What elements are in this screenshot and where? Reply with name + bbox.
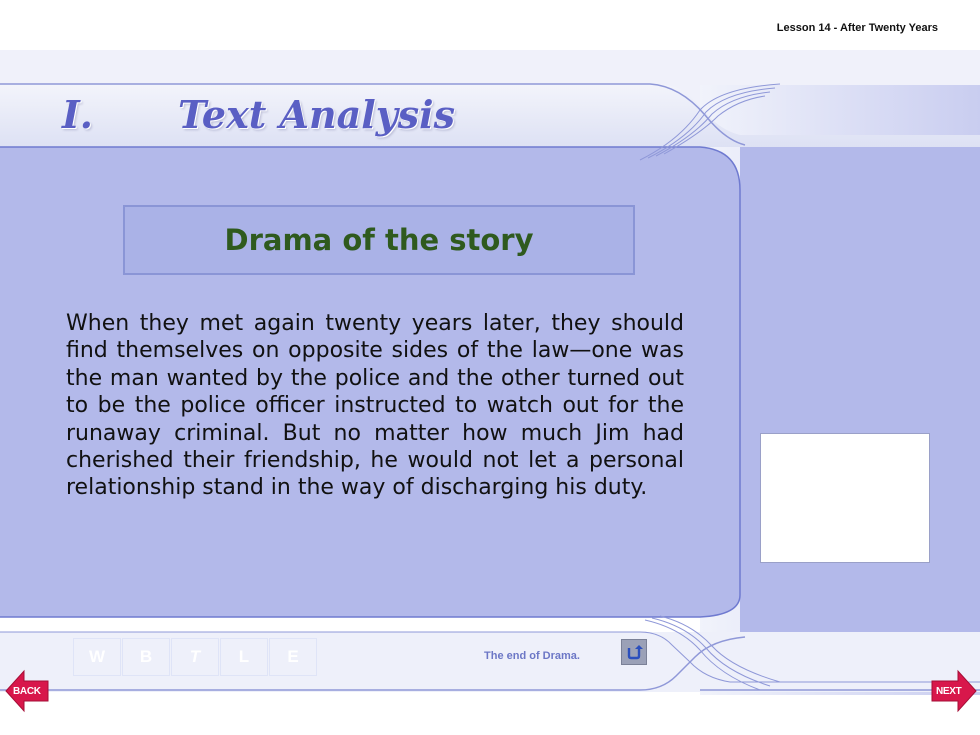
return-arrow-icon (625, 643, 643, 661)
body-paragraph: When they met again twenty years later, they should find themselves on opposite sides of the law—one was the man wanted by the police and the other turned out to be the police officer instructed to watch out for the runaway criminal. But no matter how much Jim had cherished their friendship, he would not let a personal relationship stand in the way of discharging his duty. (66, 311, 684, 501)
section-tabs (73, 638, 318, 676)
next-label: NEXT (936, 686, 962, 697)
tab-t[interactable]: T (171, 638, 219, 676)
end-of-section-text: The end of Drama. (484, 650, 580, 662)
next-button[interactable] (930, 669, 978, 713)
tab-l[interactable]: L (220, 638, 268, 676)
section-heading (62, 92, 455, 137)
return-button[interactable] (621, 639, 647, 665)
tab-w[interactable]: W (73, 638, 121, 676)
back-label: BACK (13, 686, 41, 697)
section-title: Text Analysis (178, 92, 456, 137)
tab-e[interactable]: E (269, 638, 317, 676)
back-button[interactable] (4, 669, 52, 713)
subtitle-box (123, 205, 635, 275)
subtitle: Drama of the story (224, 223, 534, 257)
lesson-title: Lesson 14 - After Twenty Years (776, 22, 938, 34)
section-number: I. (62, 92, 94, 137)
image-placeholder (760, 433, 930, 563)
tab-b[interactable]: B (122, 638, 170, 676)
